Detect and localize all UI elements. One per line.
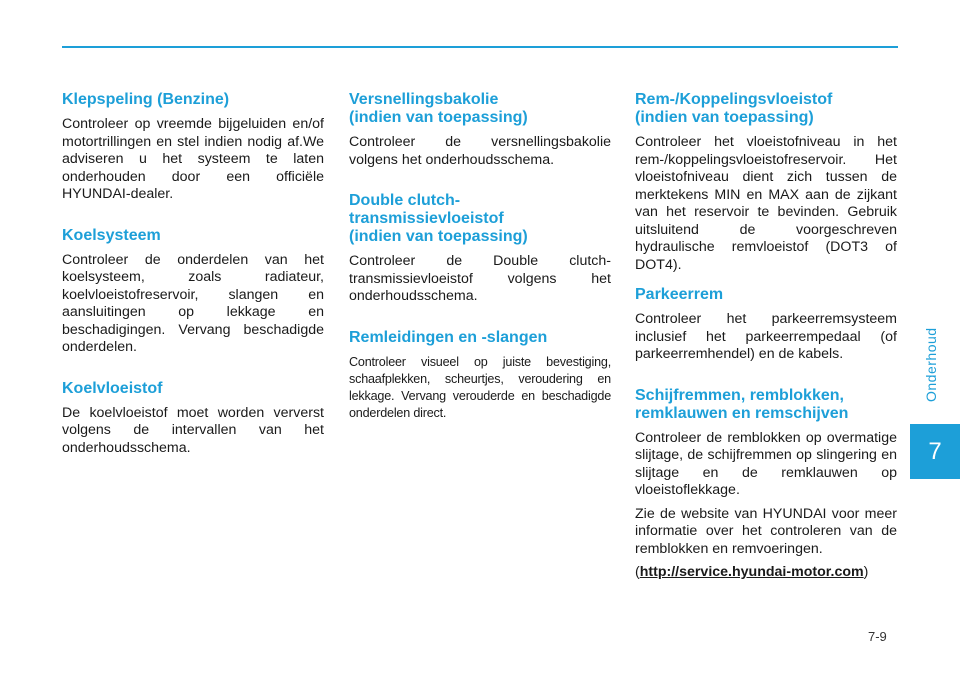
section-body-schijfremmen-2: Zie de website van HYUNDAI voor meer informatie over het controleren van de remblokken en remvoeringen. [635, 505, 897, 557]
title-line: Double clutch- [349, 192, 461, 209]
section-title-double-clutch [349, 192, 611, 246]
top-rule [62, 46, 898, 48]
section-title-koelsysteem: Koelsysteem [62, 226, 161, 244]
page-number: 7-9 [868, 629, 887, 644]
link-paren-close: ) [863, 564, 869, 580]
section-body-rem-koppelingsvloeistof: Controleer het vloeistofniveau in het rem-/koppelingsvloeistofreservoir. Het vloeistofniveau dient zich tussen de merktekens MIN en MAX aan de zijkant van het reservoir te bevinden. Gebruik uitsluitend de voorgeschreven hydraulische remvloeistof (DOT3 of DOT4). [635, 134, 897, 273]
column-middle [349, 88, 611, 422]
section-title-versnellingsbakolie [349, 91, 611, 127]
section-body-klepspeling: Controleer op vreemde bijgeluiden en/of motortrillingen en stel indien nodig af.We adviseren u het systeem te laten onderhouden door een officiële HYUNDAI-dealer. [62, 116, 324, 202]
title-line: remklauwen en remschijven [635, 404, 849, 422]
service-link-line [635, 564, 897, 582]
section-body-schijfremmen-1: Controleer de remblokken op overmatige slijtage, de schijfremmen op slingering en slijtage en de remklauwen op vloeistoflekkage. [635, 429, 897, 498]
chapter-number-tab: 7 [910, 424, 960, 479]
section-body-versnellingsbakolie: Controleer de versnellingsbakolie volgens het onderhoudsschema. [349, 134, 611, 168]
section-body-parkeerrem: Controleer het parkeerremsysteem inclusief het parkeerrempedaal (of parkeerremhendel) en de kabels. [635, 311, 897, 362]
chapter-side-label [900, 300, 960, 410]
section-body-koelsysteem: Controleer de onderdelen van het koelsysteem, zoals radiateur, koelvloeistofreservoir, slangen en aansluitingen op lekkage en beschadigingen. Vervang beschadigde onderdelen. [62, 251, 324, 355]
link-paren-open: ( [635, 564, 640, 580]
column-right [635, 88, 897, 582]
section-title-rem-koppelingsvloeistof [635, 91, 897, 127]
section-body-double-clutch: Controleer de Double clutch-transmissievloeistof volgens het onderhoudsschema. [349, 253, 611, 304]
section-title-parkeerrem: Parkeerrem [635, 286, 724, 303]
title-line: (indien van toepassing) [635, 109, 814, 126]
title-line: (indien van toepassing) [349, 228, 528, 245]
section-body-koelvloeistof: De koelvloeistof moet worden ververst volgens de intervallen van het onderhoudsschema. [62, 404, 324, 456]
section-title-koelvloeistof: Koelvloeistof [62, 379, 163, 397]
title-line: Rem-/Koppelingsvloeistof [635, 91, 833, 108]
section-title-schijfremmen [635, 387, 897, 423]
service-website-link[interactable]: http://service.hyundai-motor.com [639, 564, 864, 580]
title-line: Schijfremmen, remblokken, [635, 386, 844, 404]
section-title-klepspeling: Klepspeling (Benzine) [62, 91, 230, 108]
section-body-remleidingen: Controleer visueel op juiste bevestiging, schaafplekken, scheurtjes, veroudering en lekkage. Vervang verouderde en beschadigde onderdelen direct. [349, 354, 611, 420]
chapter-side-label-text: Onderhoud [923, 327, 939, 402]
title-line: Versnellingsbakolie [349, 91, 499, 108]
title-line: transmissievloeistof [349, 210, 504, 227]
section-title-remleidingen: Remleidingen en -slangen [349, 328, 548, 346]
title-line: (indien van toepassing) [349, 109, 528, 126]
column-left [62, 88, 324, 457]
